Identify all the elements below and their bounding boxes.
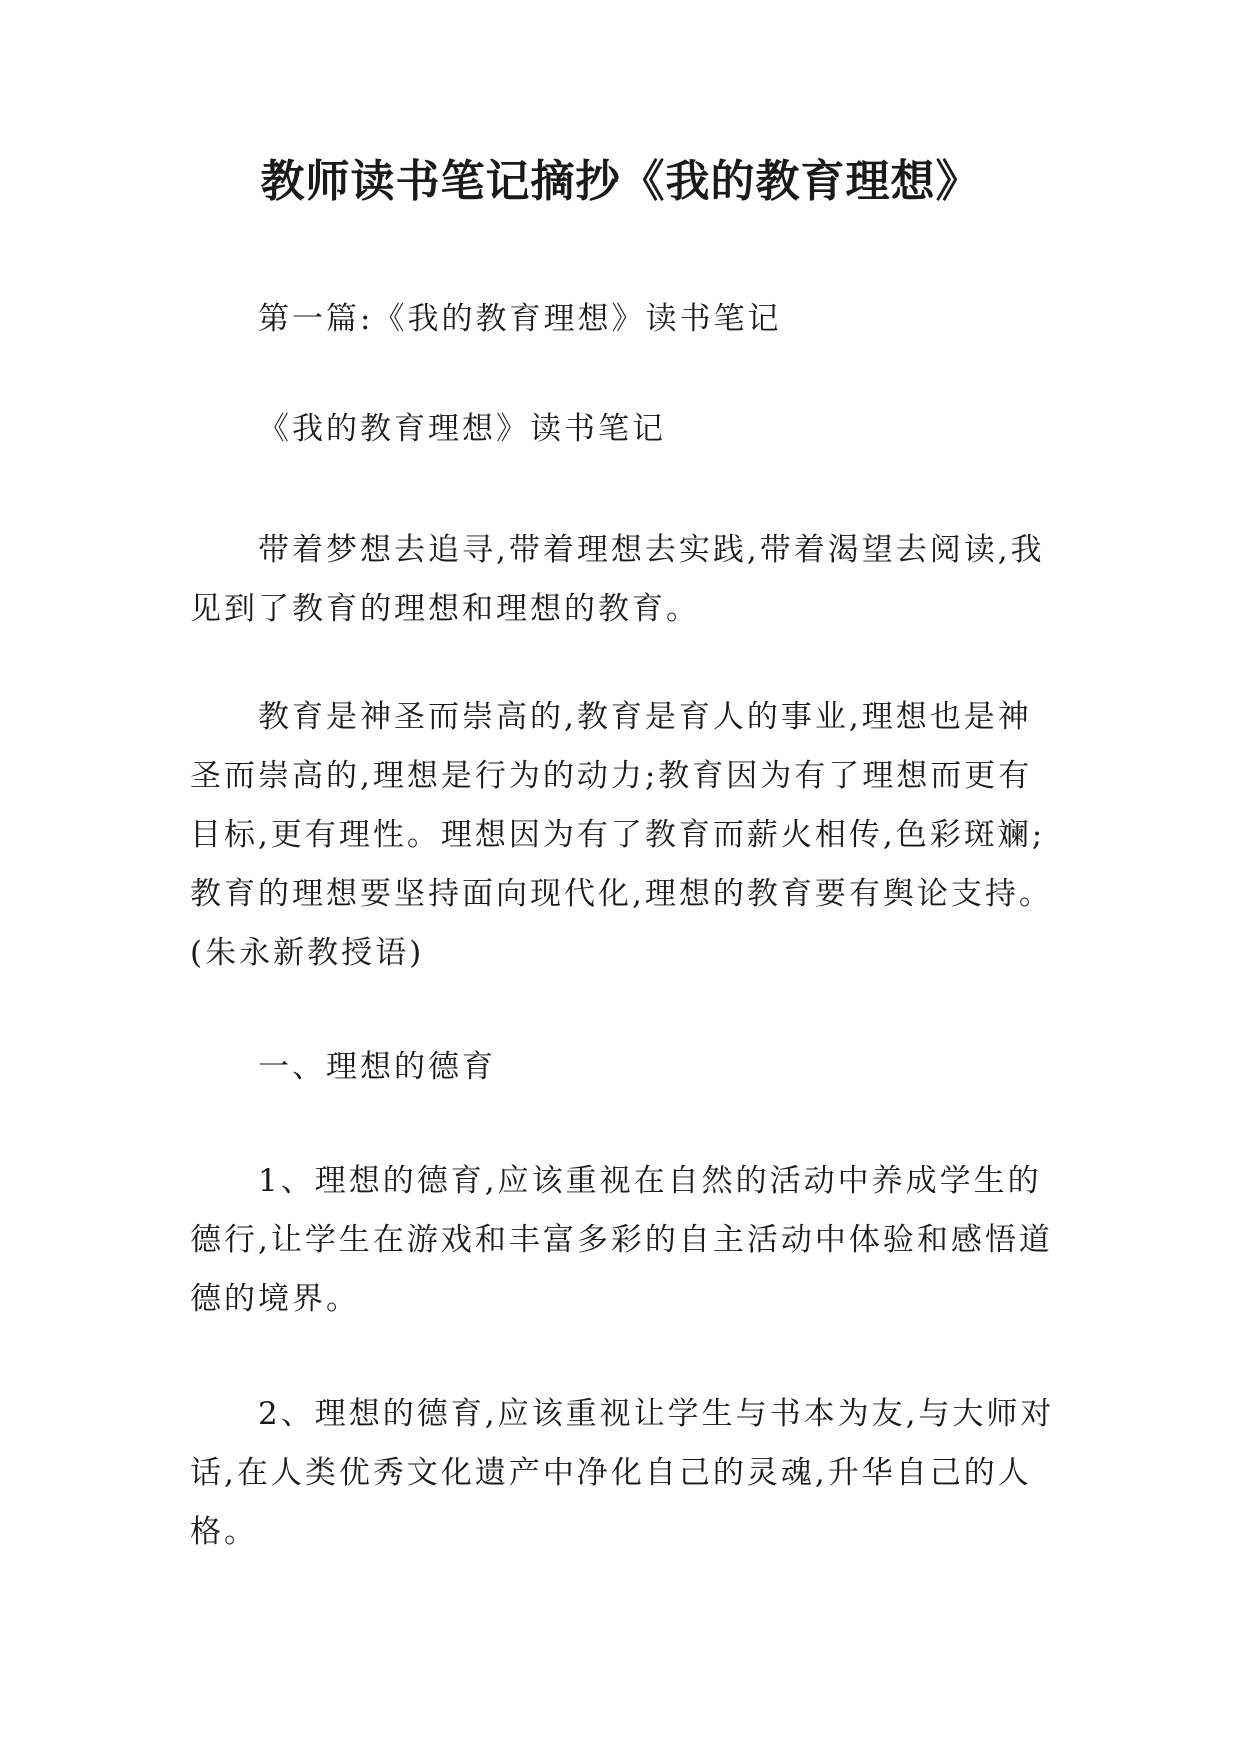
body-paragraph: 2、理想的德育,应该重视让学生与书本为友,与大师对话,在人类优秀文化遗产中净化自己的灵魂,升华自己的人格。	[190, 1396, 1055, 1550]
body-paragraph: 带着梦想去追寻,带着理想去实践,带着渴望去阅读,我见到了教育的理想和理想的教育。	[190, 532, 1045, 627]
section-heading: 一、理想的德育	[258, 1049, 496, 1085]
document-title: 教师读书笔记摘抄《我的教育理想》	[260, 156, 981, 207]
section-heading: 第一篇:《我的教育理想》读书笔记	[258, 301, 782, 337]
body-paragraph: 1、理想的德育,应该重视在自然的活动中养成学生的德行,让学生在游戏和丰富多彩的自主活动中体验和感悟道德的境界。	[190, 1163, 1053, 1317]
body-paragraph: 教育是神圣而崇高的,教育是育人的事业,理想也是神圣而崇高的,理想是行为的动力;教育因为有了理想而更有目标,更有理性。理想因为有了教育而薪火相传,色彩斑斓;教育的理想要坚持面向现代化,理想的教育要有舆论支持。(朱永新教授语)	[190, 699, 1053, 971]
subheading: 《我的教育理想》读书笔记	[258, 411, 666, 447]
